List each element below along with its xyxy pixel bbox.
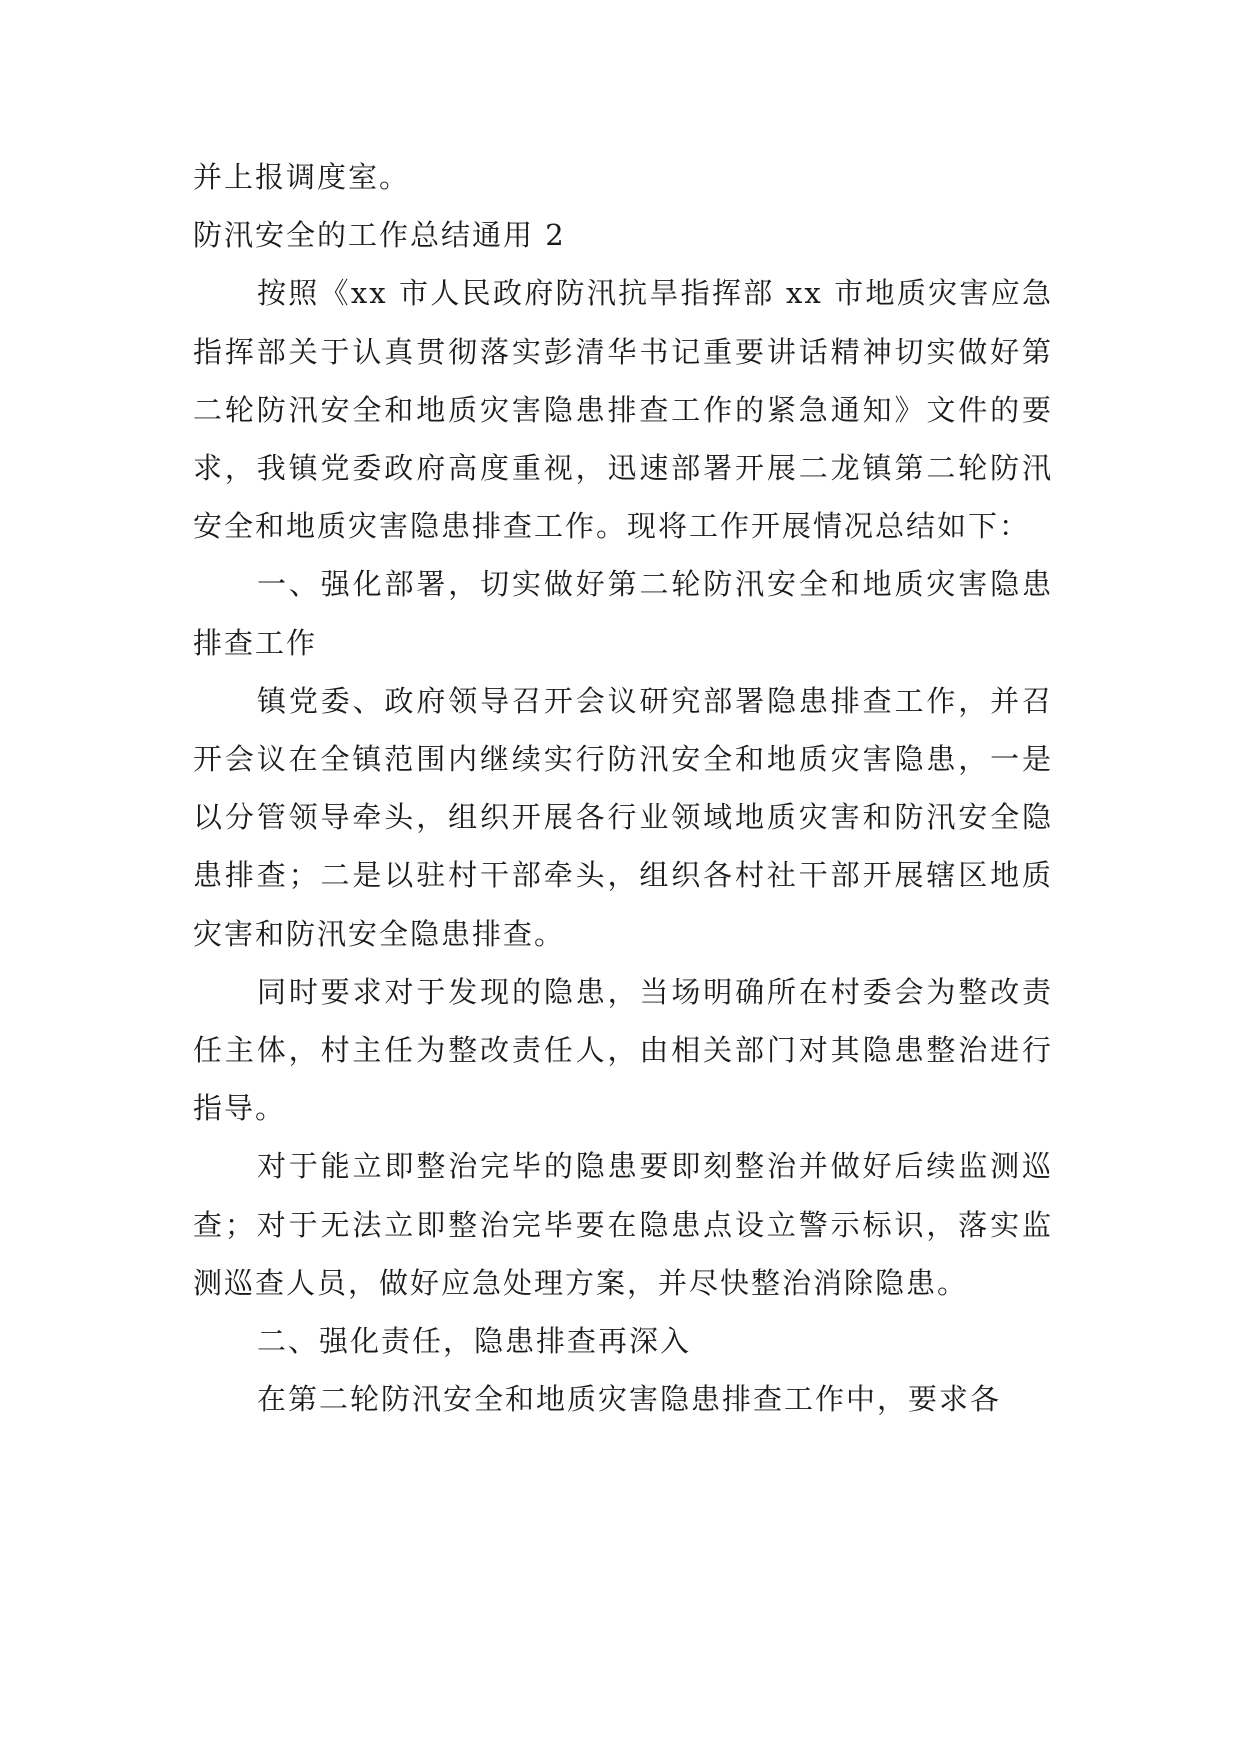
section-title: 防汛安全的工作总结通用 2 <box>193 218 566 253</box>
paragraph-continuation: 并上报调度室。 <box>193 160 411 194</box>
paragraph-rectification: 对于能立即整治完毕的隐患要即刻整治并做好后续监测巡查；对于无法立即整治完毕要在隐患点设立警示标识，落实监测巡查人员，做好应急处理方案，并尽快整治消除隐患。 <box>193 1149 1053 1300</box>
paragraph-responsibility: 同时要求对于发现的隐患，当场明确所在村委会为整改责任主体，村主任为整改责任人，由相关部门对其隐患整治进行指导。 <box>193 974 1053 1126</box>
paragraph-meeting: 镇党委、政府领导召开会议研究部署隐患排查工作，并召开会议在全镇范围内继续实行防汛安全和地质灾害隐患，一是以分管领导牵头，组织开展各行业领域地质灾害和防汛安全隐患排查；二是以驻村干部牵头，组织各村社干部开展辖区地质灾害和防汛安全隐患排查。 <box>193 683 1053 951</box>
paragraph-intro: 按照《xx 市人民政府防汛抗旱指挥部 xx 市地质灾害应急指挥部关于认真贯彻落实彭清华书记重要讲话精神切实做好第二轮防汛安全和地质灾害隐患排查工作的紧急通知》文件的要求，我镇党委政府高度重视，迅速部署开展二龙镇第二轮防汛安全和地质灾害隐患排查工作。现将工作开展情况总结如下： <box>193 276 1053 544</box>
heading-section-2: 二、强化责任，隐患排查再深入 <box>257 1324 692 1359</box>
paragraph-inspection: 在第二轮防汛安全和地质灾害隐患排查工作中，要求各 <box>257 1382 1002 1417</box>
document-body <box>193 148 1053 1428</box>
heading-section-1: 一、强化部署，切实做好第二轮防汛安全和地质灾害隐患排查工作 <box>193 567 1053 660</box>
